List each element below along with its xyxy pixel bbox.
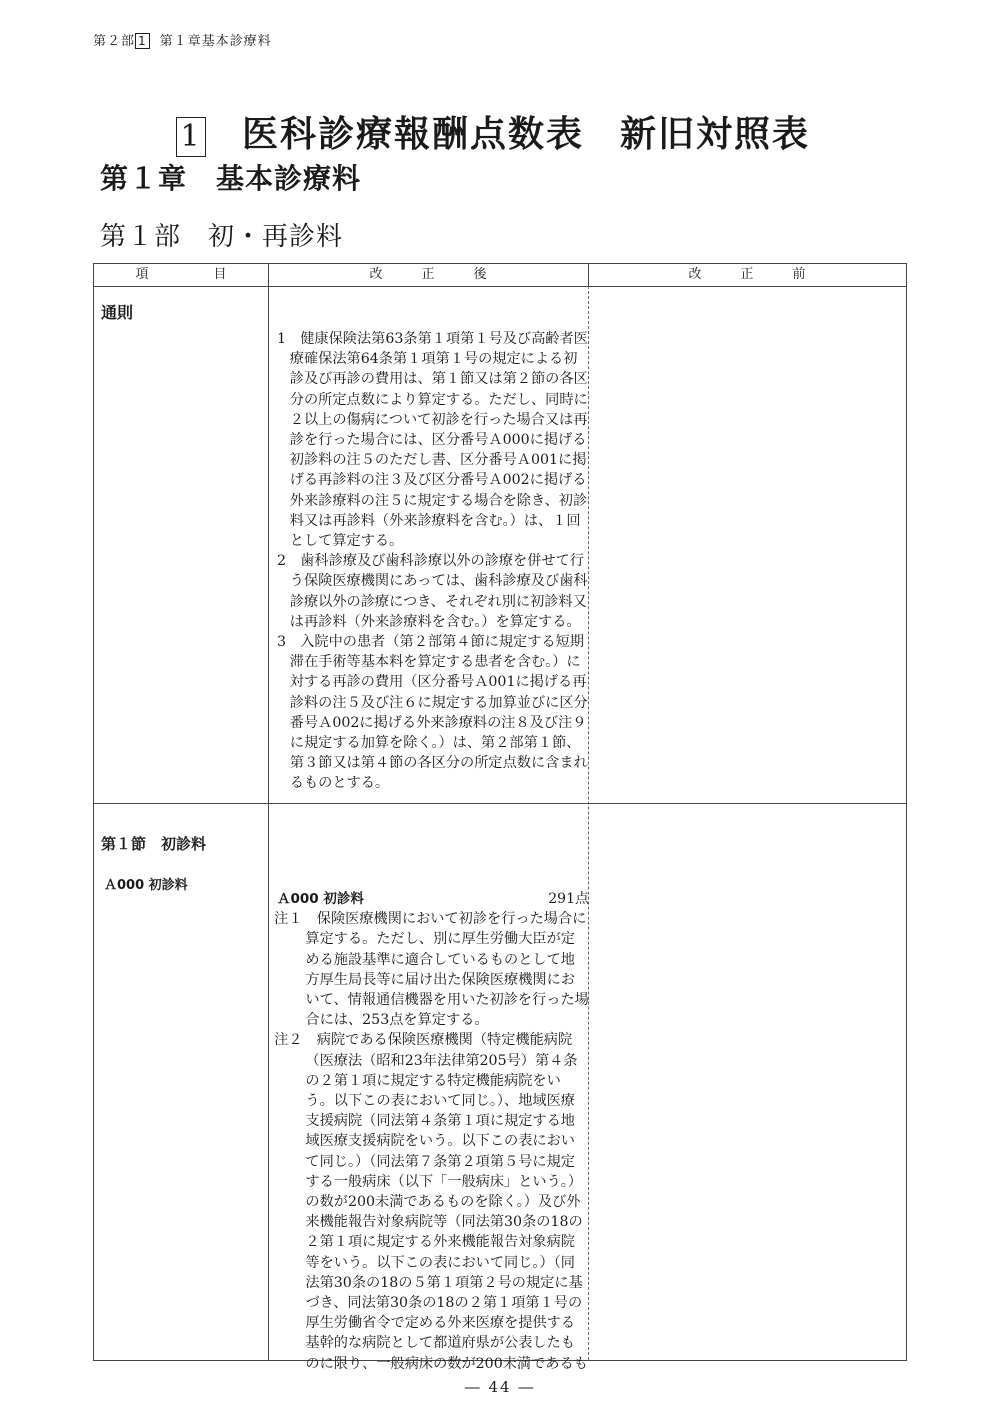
comparison-table xyxy=(93,263,907,1372)
column-divider xyxy=(268,264,269,1360)
header-item: 項 目 xyxy=(135,267,227,282)
note-text: 保険医療機関において初診を行った場合に算定する。ただし、別に厚生労働大臣が定める施設基準に適合しているものとして地方厚生局長等に届け出た保険医療機関において、情報通信機器を用いた初診を行った場合には、253点を算定する。 xyxy=(305,911,589,1029)
running-head xyxy=(93,30,272,49)
rule-number: 3 xyxy=(277,634,287,651)
rule-number: 1 xyxy=(277,331,287,347)
page-number: ― 44 ― xyxy=(464,1378,536,1396)
rule-text: 健康保険法第63条第１項第１号及び高齢者医療確保法第64条第１項第１号の規定による初診及び再診の費用は、第１節又は第２節の各区分の所定点数により算定する。ただし、同時に２以上の傷病について初診を行った場合又は再診を行った場合には、区分番号Ａ000に掲げる初診料の注５のただし書、区分番号Ａ001に掲げる再診料の注３及び区分番号Ａ002に掲げる外来診療料の注５に規定する場合を除き、初診料又は再診料（外来診療料を含む。）は、１回として算定する。 xyxy=(289,331,588,550)
after-general-rules xyxy=(277,329,589,794)
table-header xyxy=(94,264,906,287)
note-paragraph xyxy=(274,909,589,1030)
item-a000: Ａ000 初診料 xyxy=(104,878,188,893)
rule-paragraph xyxy=(277,329,589,551)
title-box-number: 1 xyxy=(176,117,206,157)
a000-heading xyxy=(277,889,589,909)
after-a000 xyxy=(274,889,589,1374)
running-head-chapter: 第１章基本診療料 xyxy=(159,34,272,49)
page-title xyxy=(176,106,810,157)
part-title: 第１部 初・再診料 xyxy=(100,222,344,252)
running-head-part: 第２部 xyxy=(93,34,136,49)
item-general-rules: 通則 xyxy=(101,303,134,322)
row-divider xyxy=(94,803,906,804)
note-label: 注２ xyxy=(274,1032,303,1049)
rule-paragraph xyxy=(277,632,589,794)
rule-number: 2 xyxy=(277,553,287,570)
rule-text: 入院中の患者（第２部第４節に規定する短期滞在手術等基本料を算定する患者を含む。）に対する再診の費用（区分番号Ａ001に掲げる再診料の注５及び注６に規定する加算並びに区分番号Ａ002に掲げる外来診療料の注８及び注９に規定する加算を除く。）は、第２部第１節、第３節又は第４節の各区分の所定点数に含まれるものとする。 xyxy=(289,634,588,792)
chapter-title: 第１章 基本診療料 xyxy=(100,162,362,195)
title-subtitle: 新旧対照表 xyxy=(620,113,811,155)
a000-points: 291点 xyxy=(548,891,589,907)
note-text: 病院である保険医療機関（特定機能病院（医療法（昭和23年法律第205号）第４条の２第１項に規定する特定機能病院をいう。以下この表において同じ。）、地域医療支援病院（同法第４条第１項に規定する地域医療支援病院をいう。以下この表において同じ。）（同法第７条第２項第５号に規定する一般病床（以下「一般病床」という。）の数が200未満であるものを除く。）及び外来機能報告対象病院等（同法第30条の18の２第１項に規定する外来機能報告対象病院等をいう。以下この表において同じ。）（同法第30条の18の５第１項第２号の規定に基づき、同法第30条の18の２第１項第１号の厚生労働省令で定める外来医療を提供する基幹的な病院として都道府県が公表したものに限り、一般病床の数が200未満であるも xyxy=(305,1032,588,1372)
rule-paragraph xyxy=(277,551,589,632)
item-section-1: 第１節 初診料 xyxy=(101,835,207,853)
a000-code-label: Ａ000 初診料 xyxy=(277,891,364,907)
note-label: 注１ xyxy=(274,911,303,928)
note-paragraph xyxy=(274,1030,589,1373)
header-before-revision: 改 正 前 xyxy=(688,267,806,282)
title-main: 医科診療報酬点数表 xyxy=(242,113,585,155)
rule-text: 歯科診療及び歯科診療以外の診療を併せて行う保険医療機関にあっては、歯科診療及び歯科診療以外の診療につき、それぞれ別に初診料又は再診料（外来診療料を含む。）を算定する。 xyxy=(289,553,588,630)
running-head-box-number: 1 xyxy=(135,33,150,49)
header-after-revision: 改 正 後 xyxy=(369,267,487,282)
header-divider xyxy=(588,264,589,286)
